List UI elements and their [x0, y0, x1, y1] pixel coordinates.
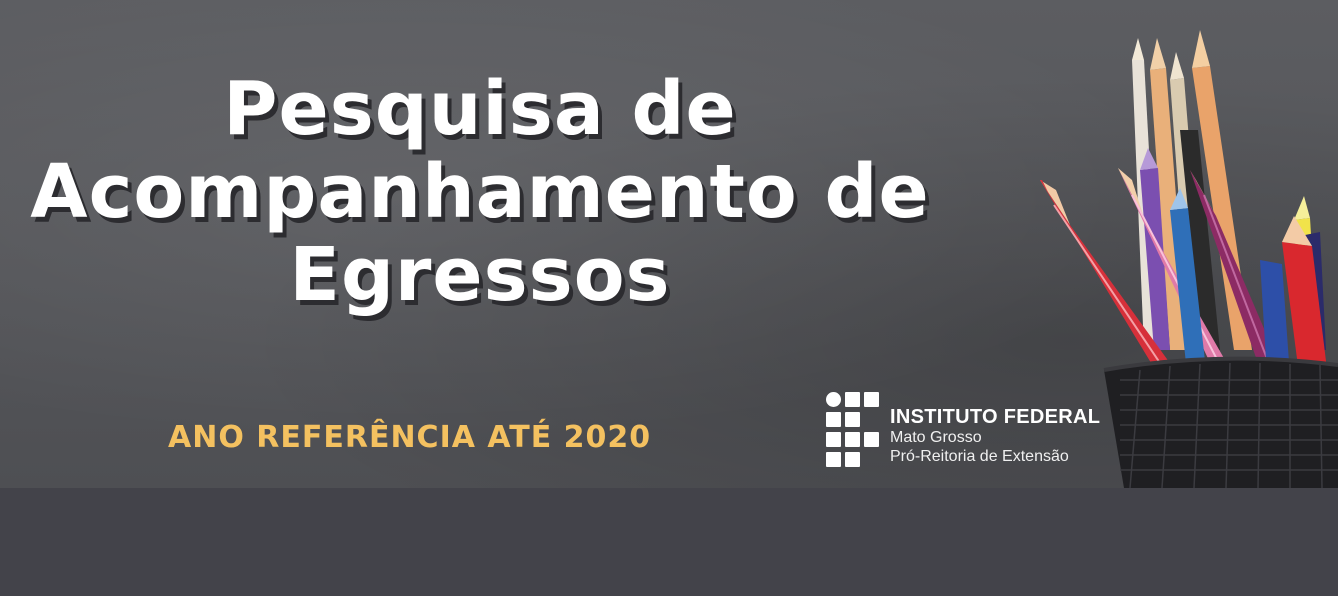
institute-campus: Mato Grosso	[890, 429, 982, 446]
banner-title	[0, 68, 960, 317]
title-line-3: Egressos	[289, 232, 671, 318]
reference-year-subtitle: ANO REFERÊNCIA ATÉ 2020	[168, 420, 652, 455]
institute-name: INSTITUTO FEDERAL	[890, 406, 1101, 428]
footer-strip	[0, 488, 1338, 596]
title-line-1: Pesquisa de	[223, 66, 737, 152]
title-line-2: Acompanhamento de	[30, 149, 930, 235]
pencil-cup-illustration	[1020, 20, 1338, 488]
institute-department: Pró-Reitoria de Extensão	[890, 448, 1069, 465]
institute-logo-grid-icon	[826, 392, 886, 468]
